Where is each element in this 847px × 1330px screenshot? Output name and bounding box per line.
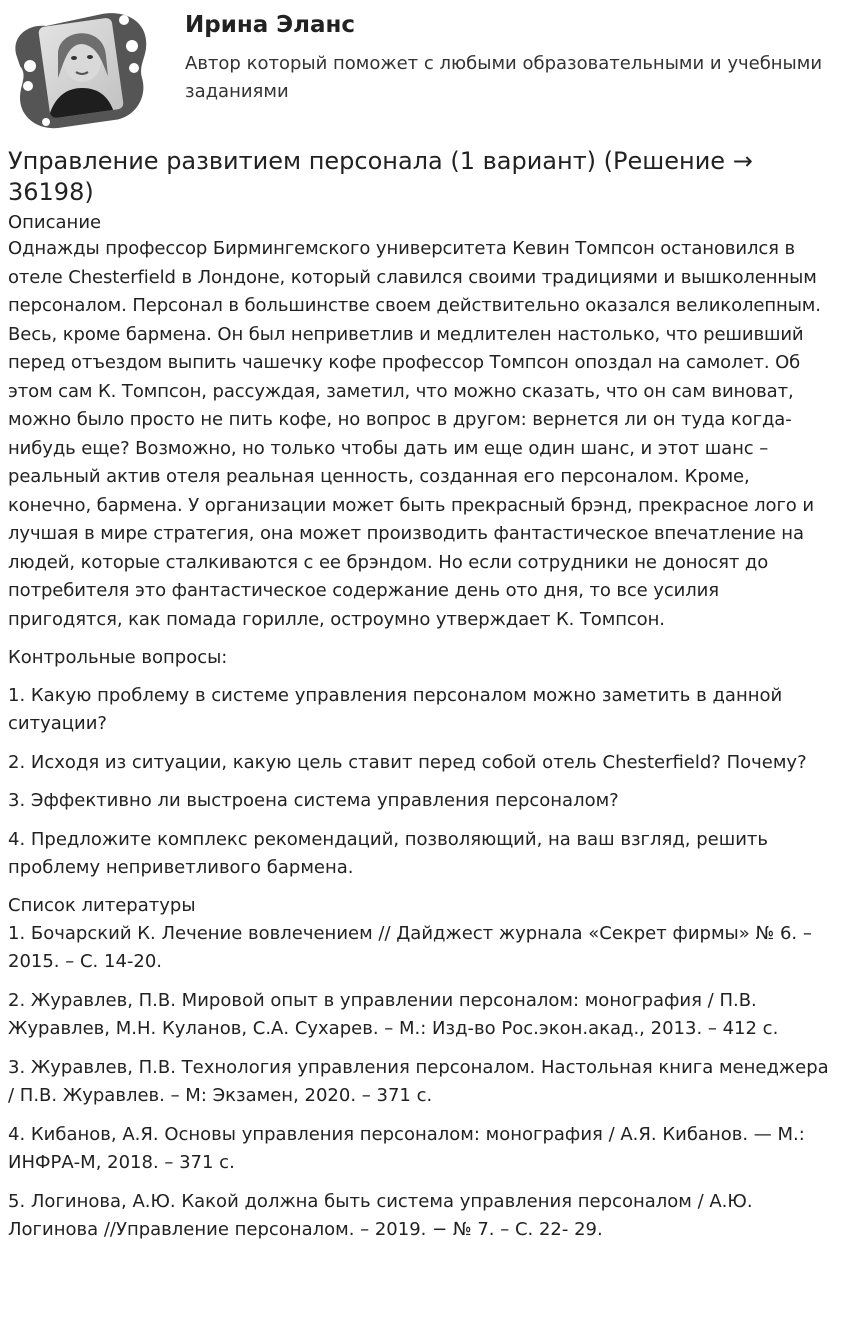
description-text: Однажды профессор Бирмингемского университета Кевин Томпсон остановился в отеле Chesterfield в Лондоне, который славился своими традициями и вышколенным персоналом. Персонал в большинстве своем действительно оказался великолепным. Весь, кроме бармена. Он был неприветлив и медлителен настолько, что решивший перед отъездом выпить чашечку кофе профессор Томпсон опоздал на самолет. Об этом сам К. Томпсон, рассуждая, заметил, что можно сказать, что он сам виноват, можно было просто не пить кофе, но вопрос в другом: вернется ли он туда когда-нибудь еще? Возможно, но только чтобы дать им еще один шанс, и этот шанс – реальный актив отеля реальная ценность, созданная его персоналом. Кроме, конечно, бармена. У организации может быть прекрасный брэнд, прекрасное лого и лучшая в мире стратегия, она может производить фантастическое впечатление на людей, которые сталкиваются с ее брэндом. Но если сотрудники не доносят до потребителя это фантастическое содержание день ото дня, то все усилия пригодятся, как помада горилле, остроумно утверждает К. Томпсон.	[8, 238, 821, 630]
question-item: 2. Исходя из ситуации, какую цель ставит перед собой отель Chesterfield? Почему?	[8, 751, 807, 773]
page-title: Управление развитием персонала (1 вариант) (Решение → 36198)	[8, 147, 753, 206]
author-description: Автор который поможет с любыми образовательными и учебными заданиями	[185, 53, 823, 102]
literature-item: 3. Журавлев, П.В. Технология управления персоналом. Настольная книга менеджера / П.В. Журавлев. – М: Экзамен, 2020. – 371 с.	[8, 1056, 829, 1106]
literature-item: 2. Журавлев, П.В. Мировой опыт в управлении персоналом: монография / П.В. Журавлев, М.Н. Куланов, С.А. Сухарев. – М.: Изд-во Рос.экон.акад., 2013. – 412 с.	[8, 989, 779, 1039]
question-item: 3. Эффективно ли выстроена система управления персоналом?	[8, 790, 619, 811]
description-label: Описание	[8, 212, 102, 233]
literature-item: 1. Бочарский К. Лечение вовлечением // Дайджест журнала «Секрет фирмы» № 6. – 2015. – С. 14-20.	[8, 922, 812, 972]
document-body	[8, 146, 838, 1255]
author-name[interactable]: Ирина Эланс	[185, 12, 356, 38]
question-item: 4. Предложите комплекс рекомендаций, позволяющий, на ваш взгляд, решить проблему неприветливого бармена.	[8, 828, 768, 878]
literature-item: 5. Логинова, А.Ю. Какой должна быть система управления персоналом / А.Ю. Логинова //Управление персоналом. – 2019. − № 7. – С. 22- 29.	[8, 1190, 753, 1240]
author-avatar[interactable]	[6, 6, 152, 130]
author-header	[0, 0, 847, 135]
literature-label: Список литературы	[8, 894, 196, 916]
film-frame-avatar-icon	[6, 6, 152, 130]
literature-item: 4. Кибанов, А.Я. Основы управления персоналом: монография / А.Я. Кибанов. — М.: ИНФРА-М, 2018. – 371 с.	[8, 1123, 805, 1173]
control-questions-label: Контрольные вопросы:	[8, 647, 228, 668]
question-item: 1. Какую проблему в системе управления персоналом можно заметить в данной ситуации?	[8, 684, 783, 734]
